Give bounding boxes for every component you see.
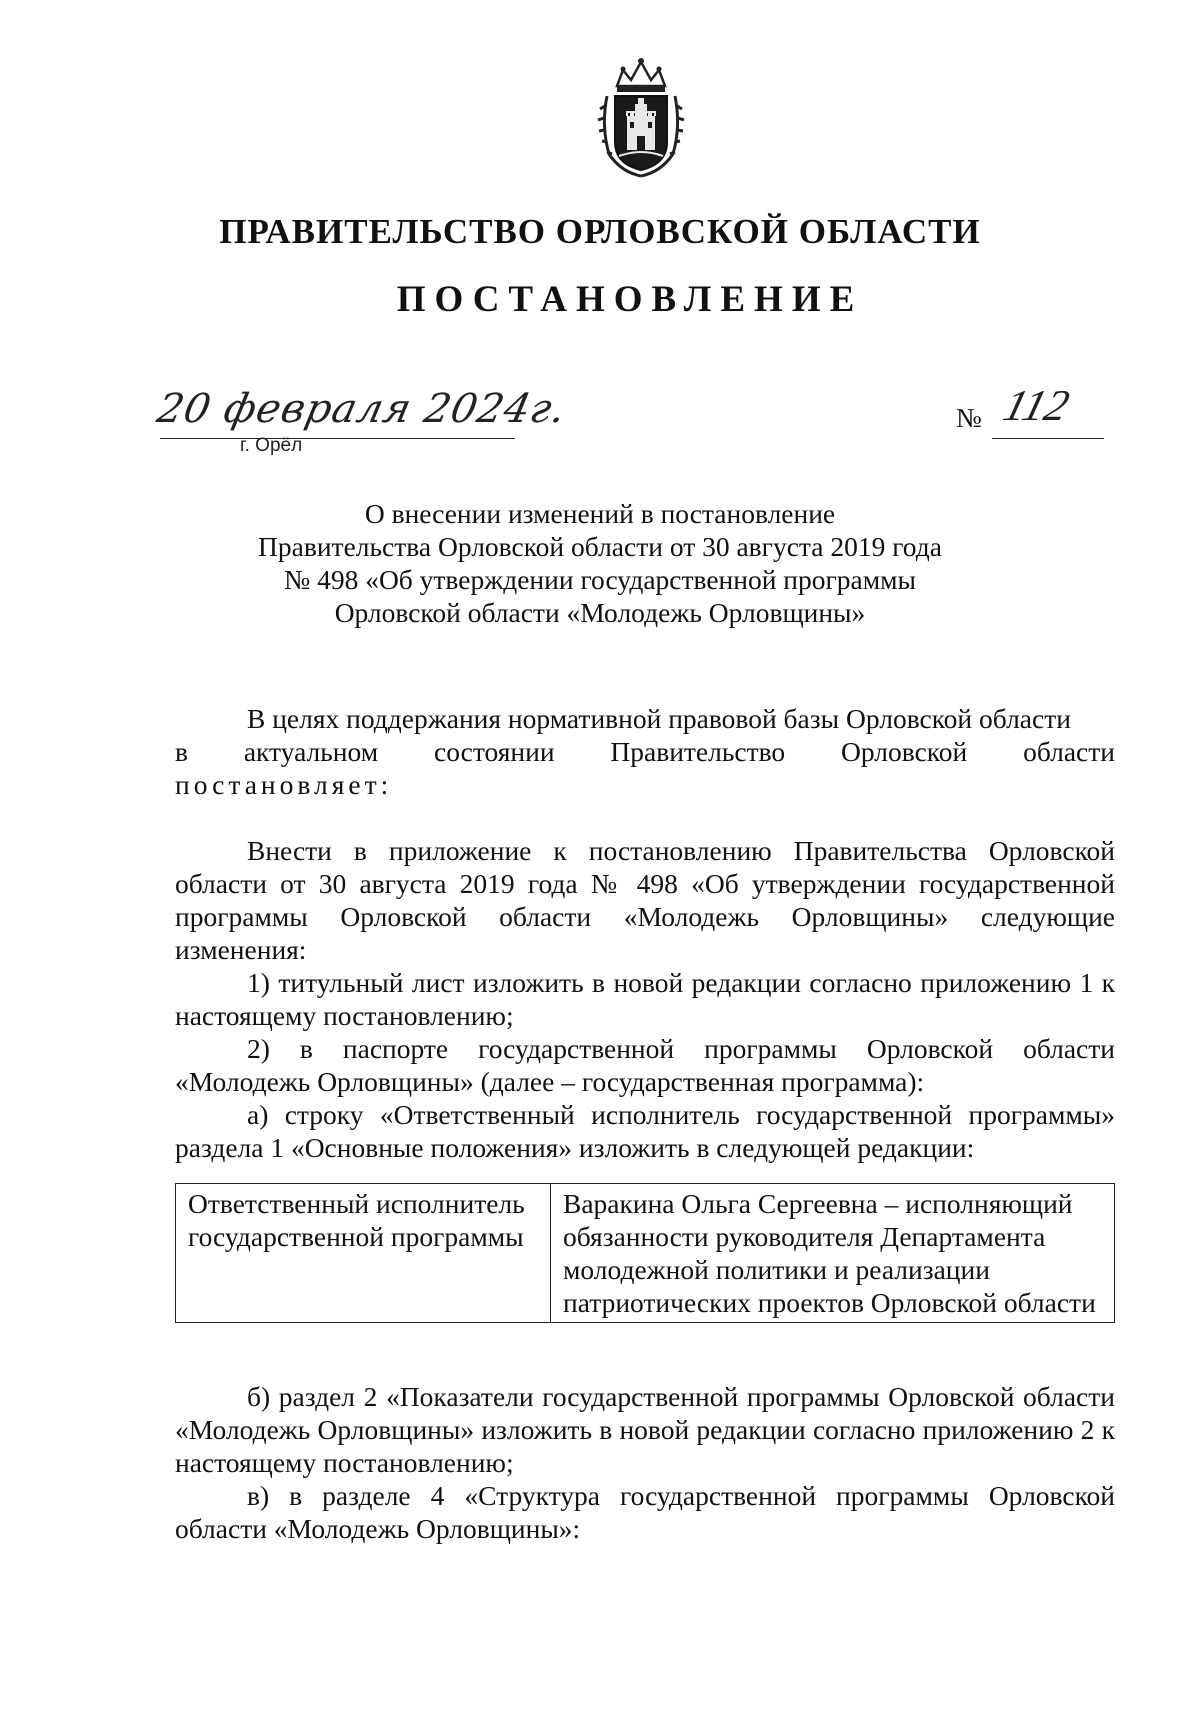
- item-1: 1) титульный лист изложить в новой редакции согласно приложению 1 к настоящему постановлению;: [175, 967, 1115, 1031]
- subject-line: Правительства Орловской области от 30 августа 2019 года: [258, 531, 942, 562]
- item-2: 2) в паспорте государственной программы Орловской области «Молодежь Орловщины» (далее – государственная программа):: [175, 1033, 1115, 1097]
- responsible-executor-table: [175, 1183, 1115, 1323]
- handwritten-date: 20 февраля 2024г.: [153, 386, 571, 432]
- coat-of-arms-icon: [597, 56, 685, 178]
- date-underline: [160, 438, 515, 439]
- city-label: г. Орёл: [240, 435, 303, 456]
- number-underline: [992, 438, 1104, 439]
- organization-title: ПРАВИТЕЛЬСТВО ОРЛОВСКОЙ ОБЛАСТИ: [219, 212, 981, 251]
- table-cell-value: Варакина Ольга Сергеевна – исполняющий обязанности руководителя Департамента молодежной политики и реализации патриотических проектов Орловской области: [551, 1184, 1115, 1323]
- document-subject: [0, 497, 1200, 629]
- item-2c: в) в разделе 4 «Структура государственной программы Орловской области «Молодежь Орловщины»:: [175, 1480, 1115, 1544]
- preamble-line: В целях поддержания нормативной правовой базы Орловской области: [247, 703, 1071, 734]
- item-2b: б) раздел 2 «Показатели государственной программы Орловской области «Молодежь Орловщины» изложить в новой редакции согласно приложению 2 к настоящему постановлению;: [175, 1381, 1115, 1478]
- subject-line: О внесении изменений в постановление: [364, 498, 836, 529]
- table-cell-label: Ответственный исполнитель государственной программы: [176, 1184, 551, 1323]
- preamble-line: в актуальном состоянии Правительство Орловской области: [175, 736, 1115, 767]
- handwritten-number: 112: [998, 381, 1075, 430]
- preamble: [175, 702, 1115, 801]
- table-row: [176, 1184, 1115, 1323]
- number-sign: №: [956, 403, 982, 433]
- preamble-resolves: постановляет:: [175, 769, 393, 800]
- operative-part-continued: [175, 1380, 1115, 1545]
- subject-line: № 498 «Об утверждении государственной программы: [283, 564, 917, 595]
- intro-paragraph: Внести в приложение к постановлению Правительства Орловской области от 30 августа 2019 года № 498 «Об утверждении государственной программы Орловской области «Молодежь Орловщины» следующие изменения:: [175, 835, 1115, 965]
- subject-line: Орловской области «Молодежь Орловщины»: [334, 597, 866, 628]
- operative-part: [175, 834, 1115, 1164]
- item-2a: а) строку «Ответственный исполнитель государственной программы» раздела 1 «Основные положения» изложить в следующей редакции:: [175, 1099, 1115, 1163]
- document-type-title: ПОСТАНОВЛЕНИЕ: [396, 279, 864, 320]
